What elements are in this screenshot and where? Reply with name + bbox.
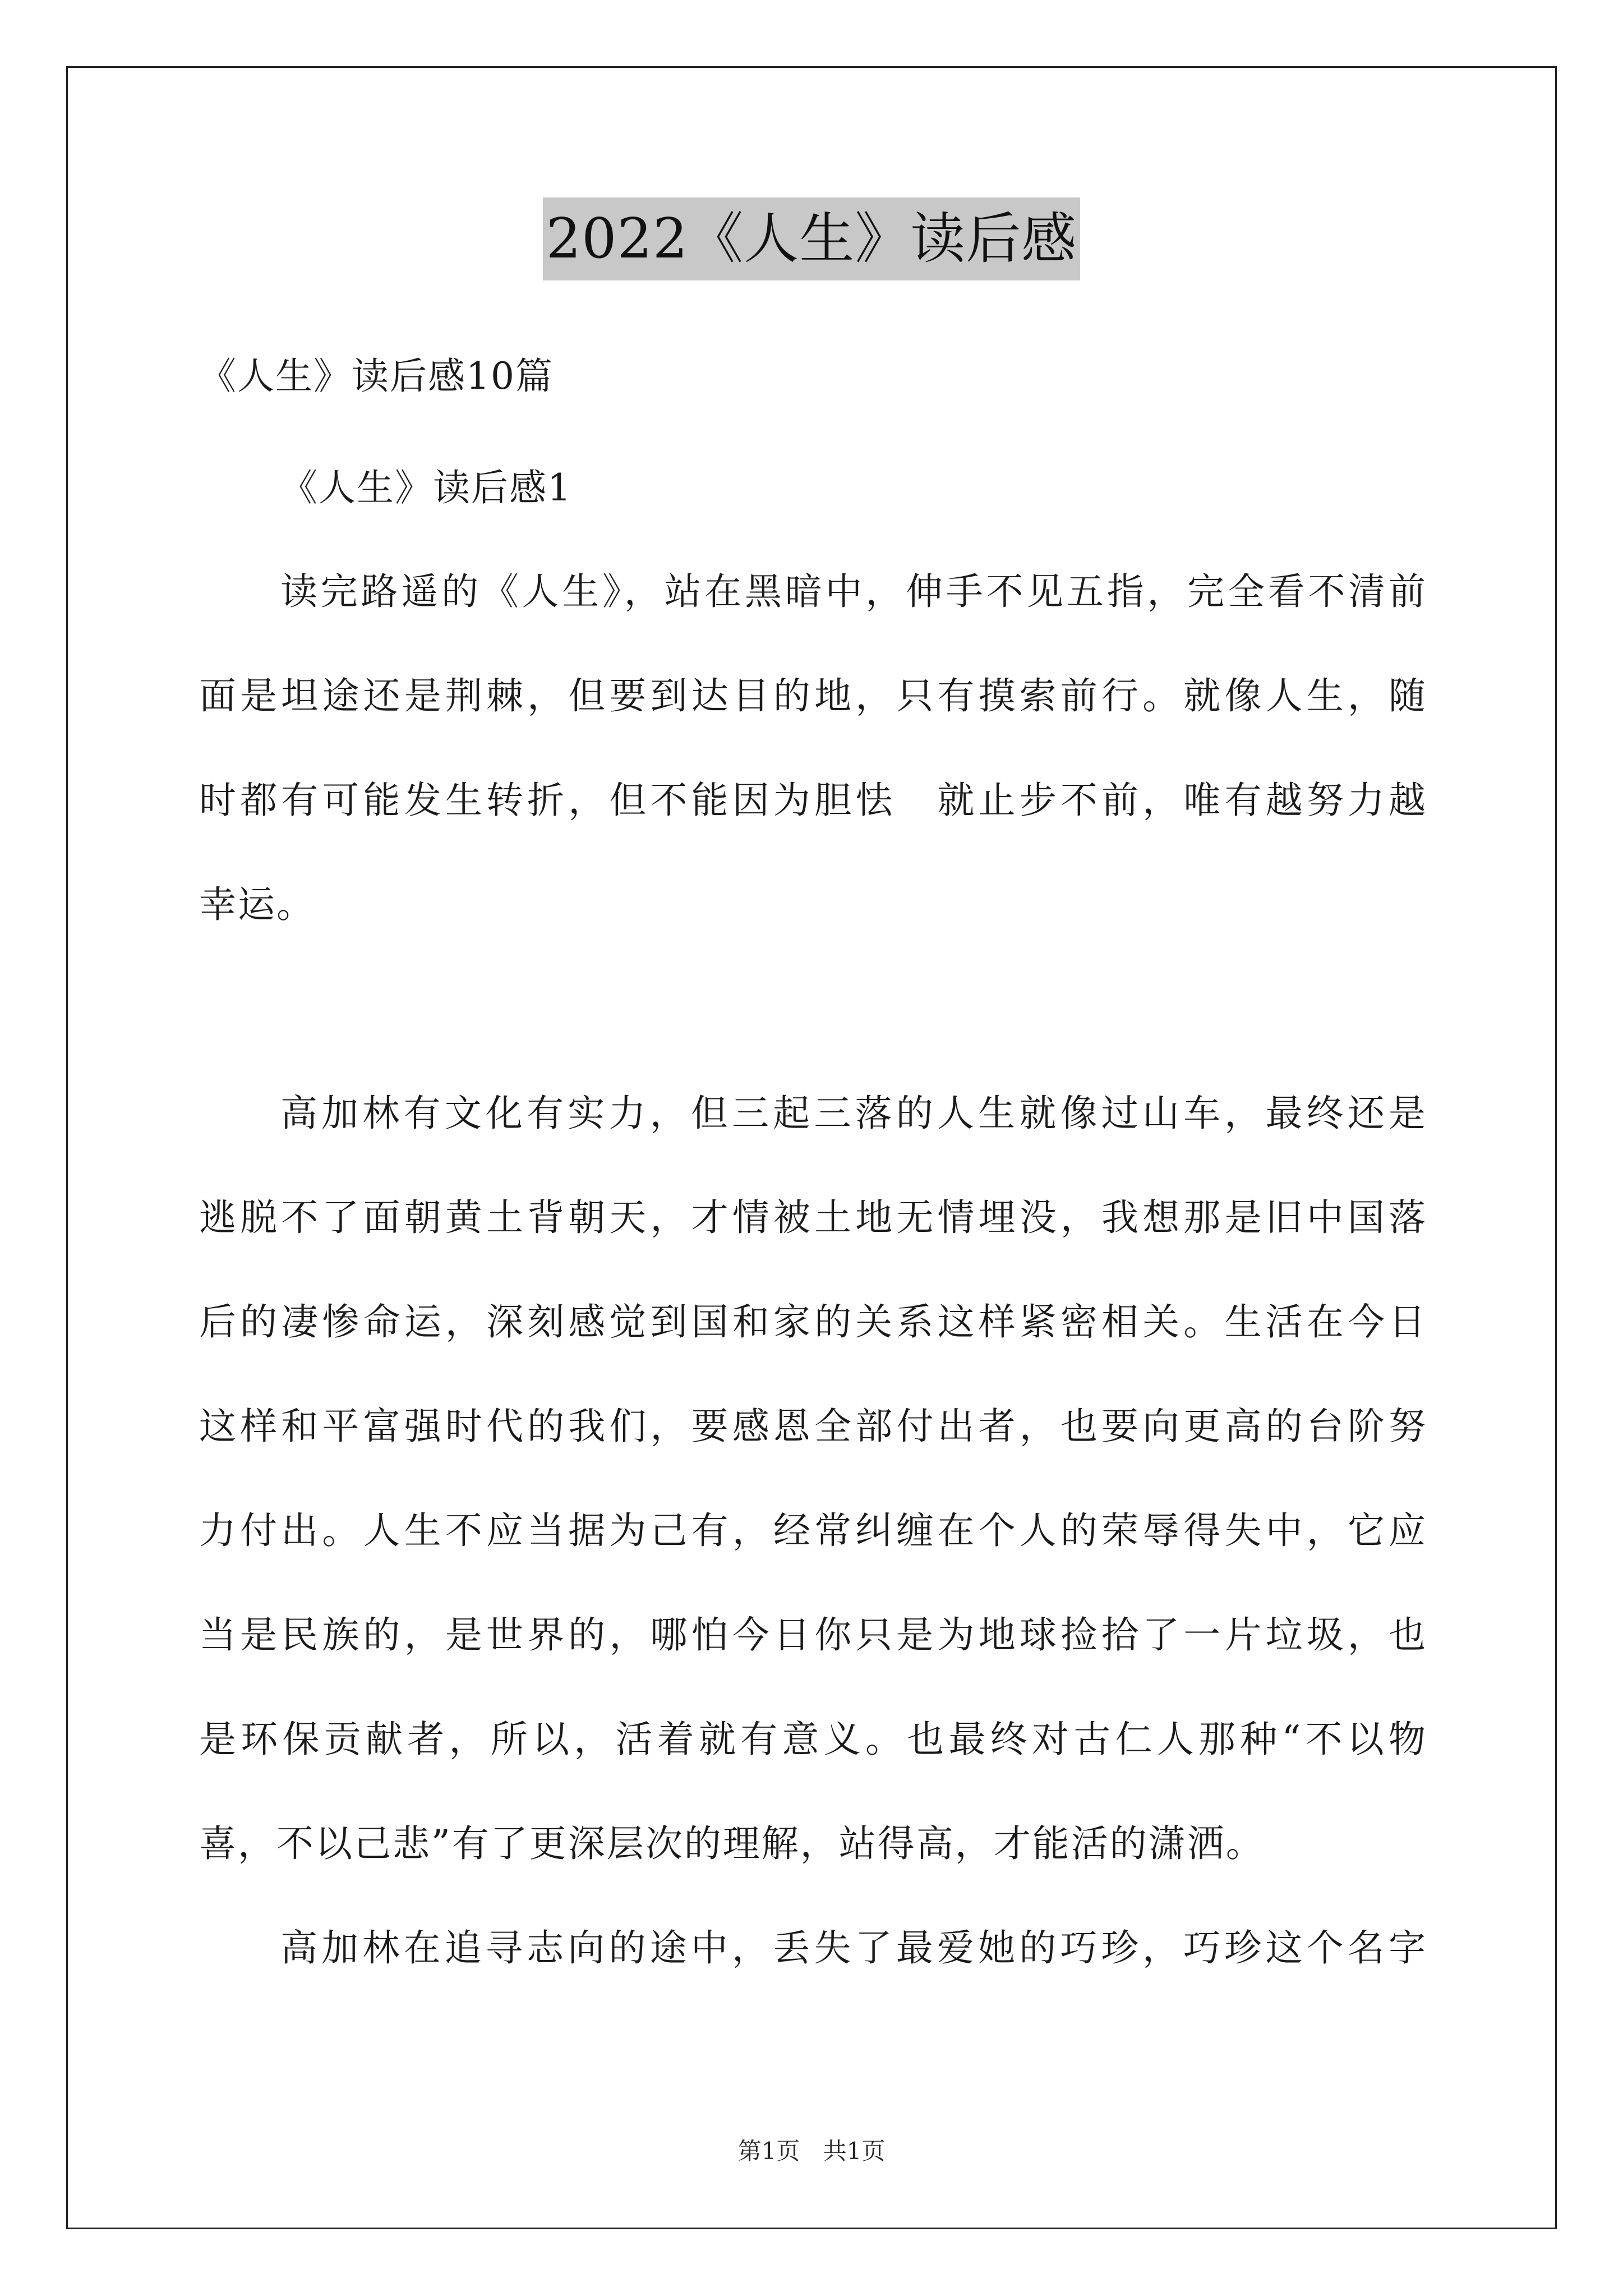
page-footer [0,2134,1623,2168]
paragraph-line: 面是坦途还是荆棘，但要到达目的地，只有摸索前行。就像人生，随 [199,674,1427,717]
paragraph-line: 是环保贡献者，所以，活着就有意义。也最终对古仁人那种“不以物 [199,1718,1427,1761]
page-total: 共1页 [823,2137,886,2165]
paragraph-line: 幸运。 [199,883,315,926]
paragraph-line: 后的凄惨命运，深刻感觉到国和家的关系这样紧密相关。生活在今日 [199,1300,1427,1343]
paragraph-line: 高加林在追寻志向的途中，丢失了最爱她的巧珍，巧珍这个名字 [280,1926,1427,1970]
paragraph-line: 读完路遥的《人生》，站在黑暗中，伸手不见五指，完全看不清前 [280,570,1427,613]
paragraph-line: 这样和平富强时代的我们，要感恩全部付出者，也要向更高的台阶努 [199,1405,1427,1448]
paragraph-line: 高加林有文化有实力，但三起三落的人生就像过山车，最终还是 [280,1092,1427,1135]
title-container [0,197,1623,280]
document-title: 2022《人生》读后感 [543,197,1080,280]
section-heading: 《人生》读后感1 [280,466,572,509]
document-subtitle: 《人生》读后感10篇 [199,355,554,398]
paragraph-line: 力付出。人生不应当据为己有，经常纠缠在个人的荣辱得失中，它应 [199,1509,1427,1552]
paragraph-line: 时都有可能发生转折，但不能因为胆怯 就止步不前，唯有越努力越 [199,779,1427,822]
paragraph-line: 喜，不以己悲”有了更深层次的理解，站得高，才能活的潇洒。 [199,1822,1265,1865]
paragraph-line: 当是民族的，是世界的，哪怕今日你只是为地球捡拾了一片垃圾，也 [199,1613,1427,1657]
paragraph-line: 逃脱不了面朝黄土背朝天，才情被土地无情埋没，我想那是旧中国落 [199,1196,1427,1239]
page-number: 第1页 [737,2137,800,2165]
